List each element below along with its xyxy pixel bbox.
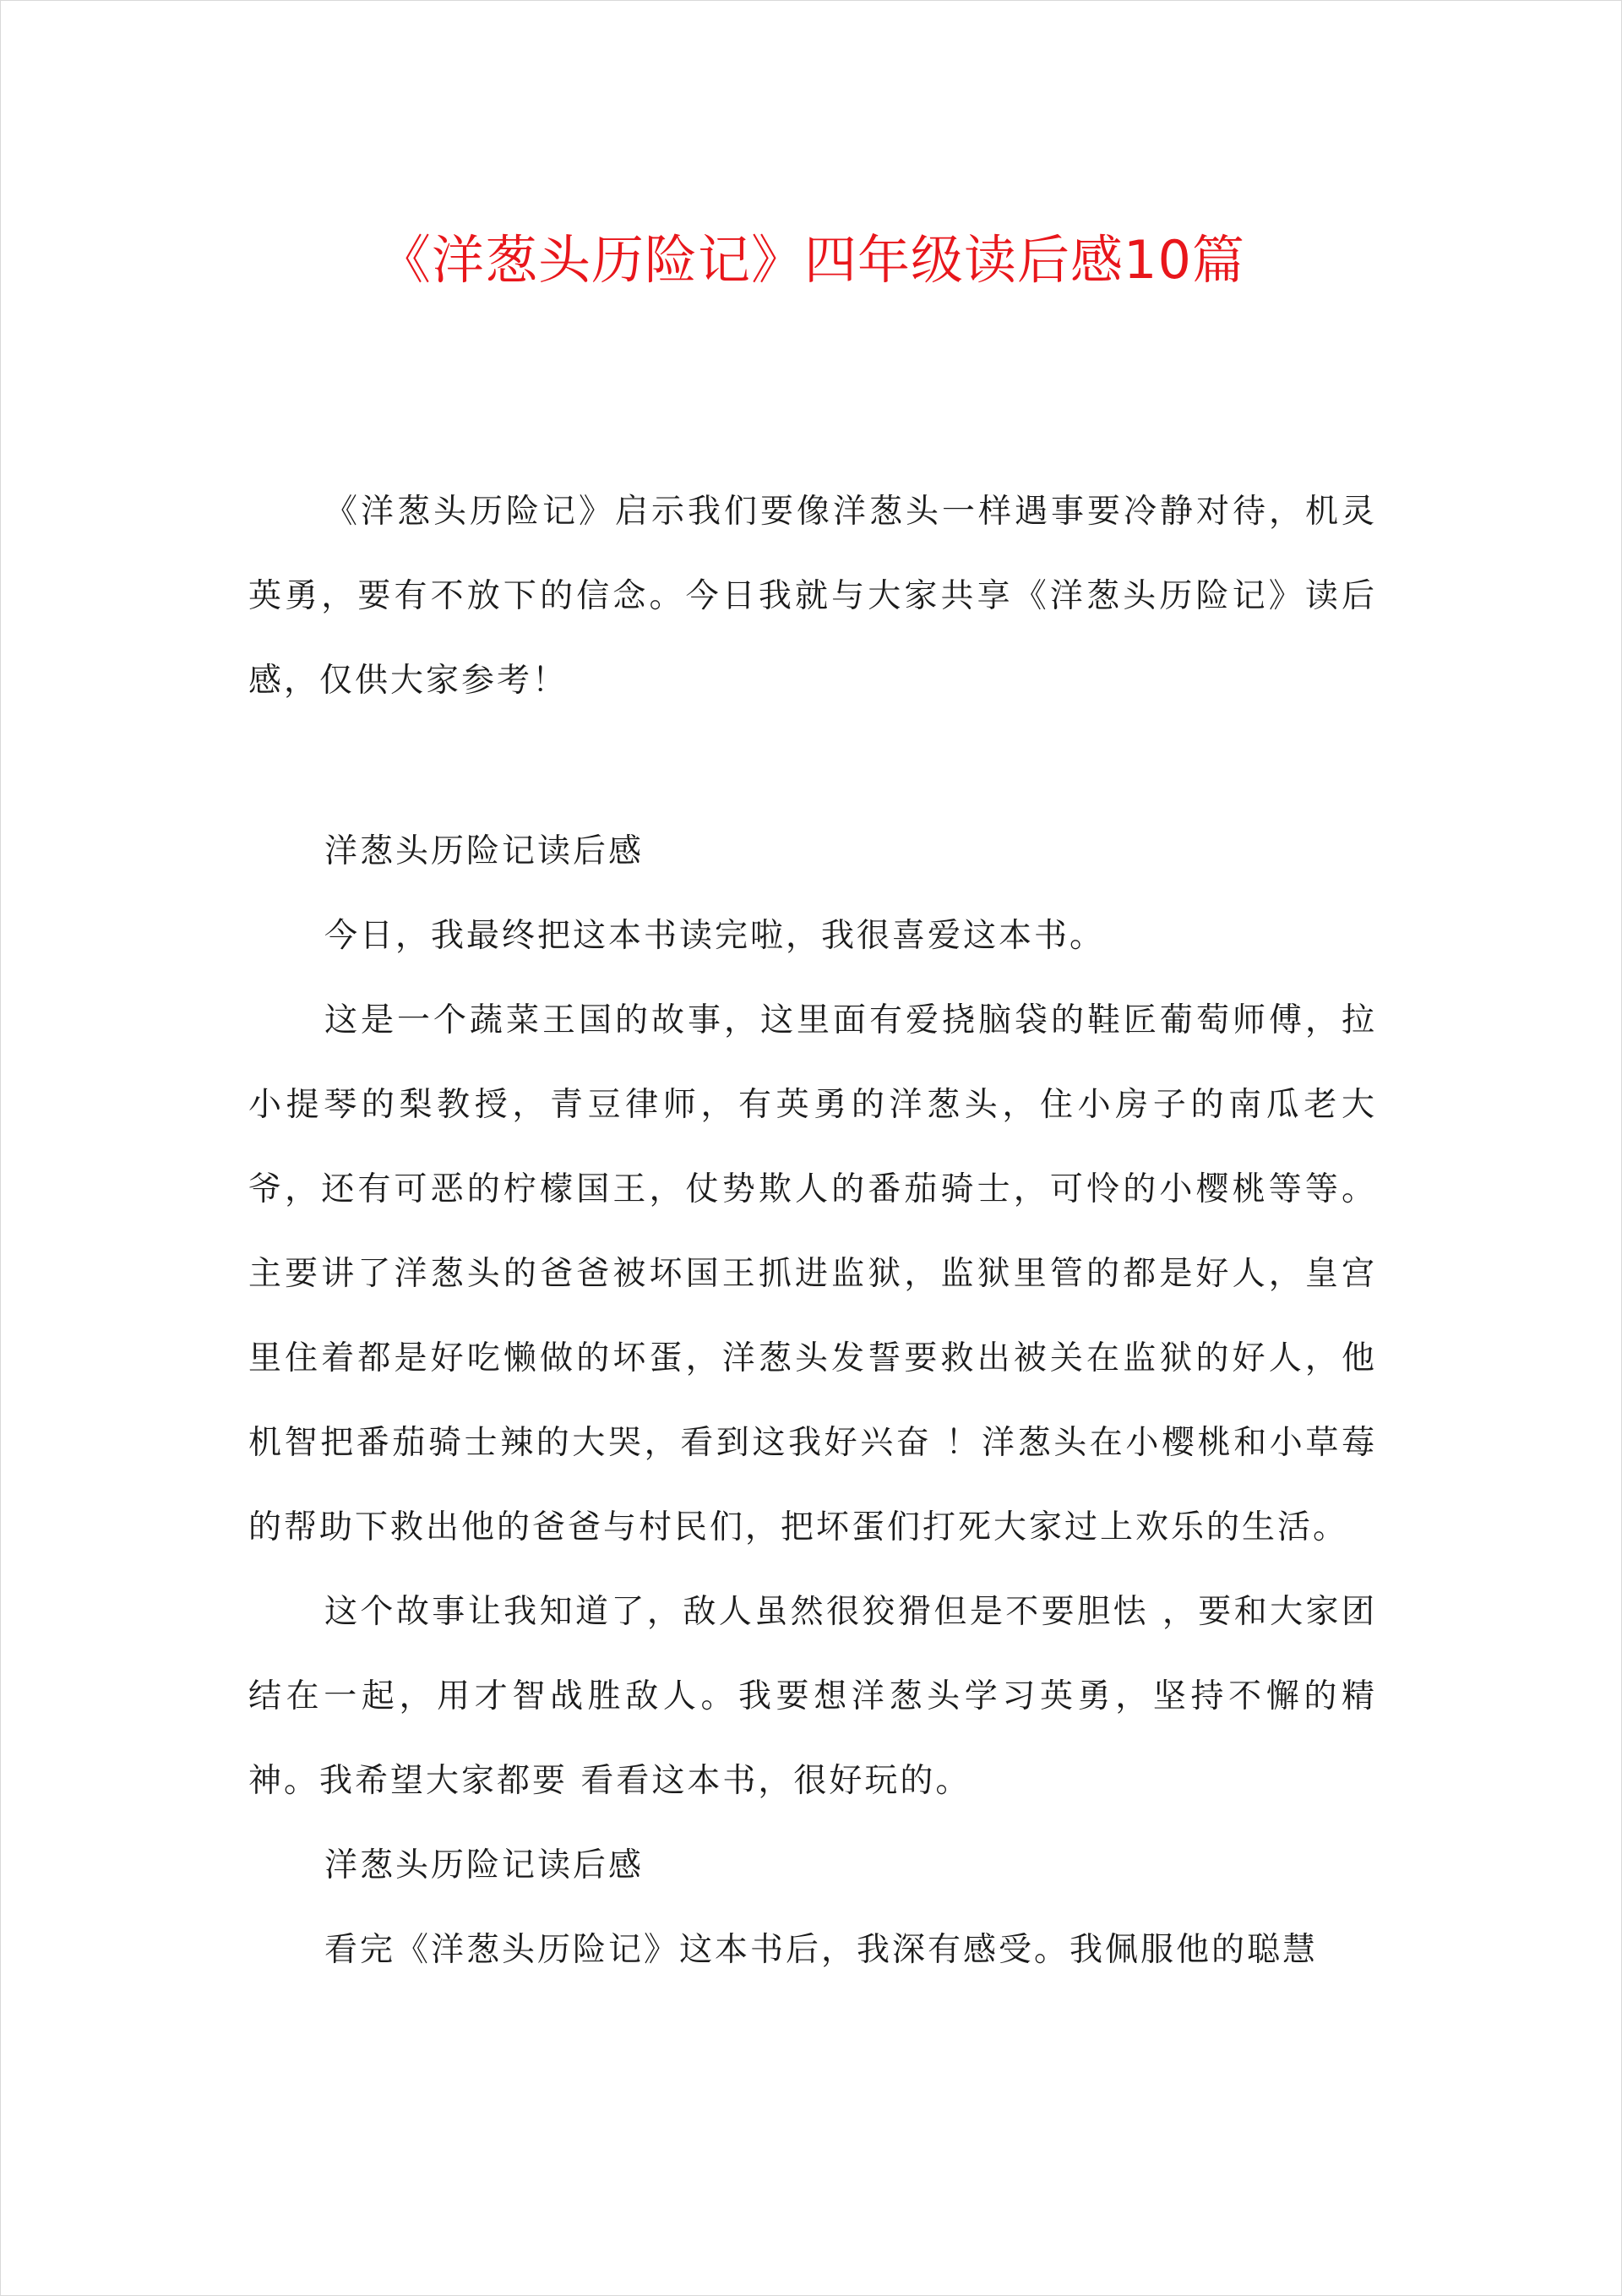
intro-paragraph: 《洋葱头历险记》启示我们要像洋葱头一样遇事要冷静对待，机灵英勇，要有不放下的信念。今日我就与大家共享《洋葱头历险记》读后感，仅供大家参考！ (248, 493, 1377, 700)
section-heading: 洋葱头历险记读后感 (324, 1846, 645, 1884)
section-heading: 洋葱头历险记读后感 (324, 832, 645, 870)
body-paragraph: 今日，我最终把这本书读完啦，我很喜爱这本书。 (324, 917, 1106, 955)
document-title: 《洋葱头历险记》四年级读后感10篇 (378, 229, 1245, 291)
body-paragraph: 这是一个蔬菜王国的故事，这里面有爱挠脑袋的鞋匠葡萄师傅，拉小提琴的梨教授，青豆律师，有英勇的洋葱头，住小房子的南瓜老大爷，还有可恶的柠檬国王，仗势欺人的番茄骑士，可怜的小樱桃等等。主要讲了洋葱头的爸爸被坏国王抓进监狱，监狱里管的都是好人，皇宫里住着都是好吃懒做的坏蛋，洋葱头发誓要救出被关在监狱的好人，他机智把番茄骑士辣的大哭，看到这我好兴奋 ！洋葱头在小樱桃和小草莓的帮助下救出他的爸爸与村民们，把坏蛋们打死大家过上欢乐的生活。 (248, 1001, 1377, 1546)
body-paragraph: 这个故事让我知道了，敌人虽然很狡猾但是不要胆怯 ，要和大家团结在一起，用才智战胜敌人。我要想洋葱头学习英勇，坚持不懈的精神。我希望大家都要 看看这本书，很好玩的。 (248, 1593, 1377, 1800)
document-body (248, 470, 1377, 1993)
body-paragraph: 看完《洋葱头历险记》这本书后，我深有感受。我佩服他的聪慧 (324, 1931, 1319, 1969)
